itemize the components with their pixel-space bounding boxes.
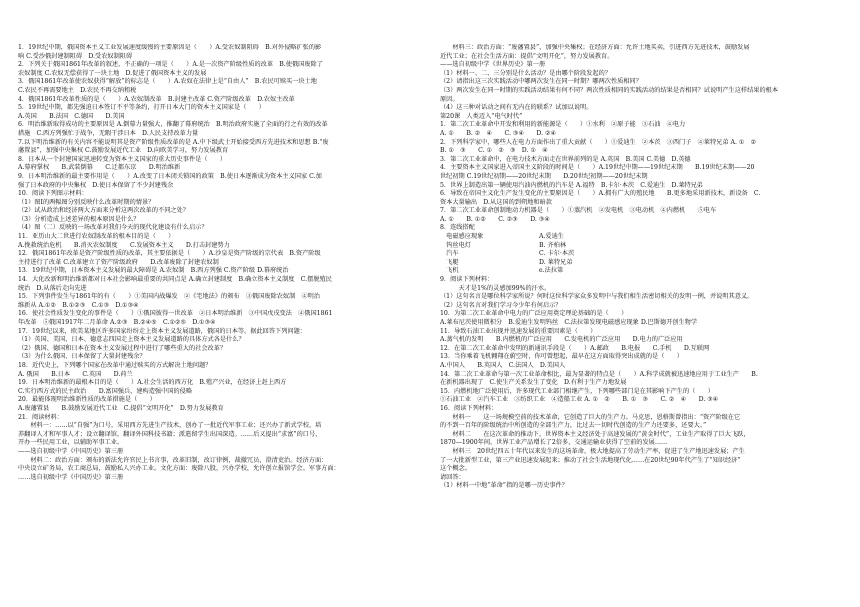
text-line: A.英国 B.法国 C.德国 D.美国 [18, 112, 125, 120]
text-line: A.幕府掌权 B.武装倒幕 C.迁都东京 D.明治维新 [18, 164, 181, 172]
text-line: 12．在第二次工业革命中发明的新通讯手段是（ ）A.邮政 B.电报 C.手机 D.互联网 [440, 344, 710, 352]
text-line: （1）材料一中地“革命”指的是哪一历史事件？ [440, 482, 568, 490]
text-line: 5．世界上制造出第一辆使用汽油内燃机的汽车是 A.福特 B.卡尔·本茨 C.爱迪生 D.莱特兄弟 [440, 181, 703, 189]
text-line: 7.以下明治维新的有关内容不能说明其是资产阶级性质改革的是 A.中下级武士开始接受西方先进技术和思想 B.“废 [18, 138, 329, 146]
text-line: 10．为第二次工业革命中电力的广泛应用奠定理论基础的是（ ） [440, 310, 628, 318]
text-line: 1．19世纪中期，俄国资本主义工业发展速度缓慢的主要原因是（ ）A.受农奴制阻碍 B.对外侵略扩张的影 [18, 44, 322, 51]
text-line: 在新机器出现了 C.使生产关系发生了变化 D.有利于生产力地发展 [440, 379, 627, 387]
text-line: 1．第二次工业革命中开发和利用的新能源是（ ）①水利 ②原子能 ③石油 ④电力 [440, 121, 686, 129]
text-line: C.实行西方式的民主政治 D.富国强兵，建构造强中国的侵略 [18, 387, 193, 395]
text-line: 飞机 e.法拉第 [440, 267, 564, 275]
text-line: 14．第二次工业革命与第一次工业革命相比，最为显著的特点是（ ）A.科学成就被迅速地应用于工业生产 B. [440, 370, 758, 378]
text-line: 资本大量输出 D.从这国的到朔地和暗款 [440, 198, 552, 206]
text-line: 16．阅读下列材料： [440, 404, 498, 412]
left-column [18, 44, 416, 604]
text-line: （1）这句名言是哪位科学家所说？何时这位科学家众多发明中与我们相生活密切相关的发明一例，并说明其意义。 [440, 293, 754, 301]
text-line: （1）材料一、二、三分别是什么活动？是由哪个阶段发起的？ [440, 69, 611, 77]
text-line: A. ① B. ② ④ C. ③④ D. ②④ [440, 129, 557, 137]
text-line: 年改革 ⑤俄国1917年二月革命 A.②③ B.②④⑤ C.①②⑤ D.①③④ [18, 319, 216, 326]
text-line: （4）图（二）反映的一场改革对我们今天的现代化建设有什么启示？ [18, 224, 208, 232]
text-line: 措施 C.西方列强忙于战争，无暇干涉日本 D.人民支持改革力量 [18, 129, 199, 137]
text-line: 9．日本明治维新的最主要作用是（ ）A.改变了日本闭关锁国的政策 B.使日本逐渐成为资本主义国家 C.加 [18, 172, 322, 180]
text-line: 世纪初期 C.19世纪初期——20世纪末期 D.20世纪初期——20世纪末期 [440, 172, 648, 180]
text-line: 主持进行了改革 C.改革建立了资产阶级政府 D.改革废除了封建农奴制 [18, 258, 219, 266]
text-line: （1）英国、美国、日本、德意志四国走上资本主义发展道路的具体方式各是什么？ [18, 336, 245, 344]
text-line: ……选自初级中学《中国历史》第三册 [18, 473, 124, 481]
text-line: 电磁感应现象 A.爱迪生 [440, 233, 564, 241]
text-line: ①石油工业 ②汽车工业 ③纺织工业 ④造船工业 A. ① ② B. ① ③ C. ② ④ D. ③④ [440, 396, 719, 404]
text-line: 13．19世纪中期，日本资本主义发展的最大障碍是 A.农奴制 B.西方列强 C.资产阶级 D.幕府统治 [18, 267, 289, 275]
text-line: 养翻译人才和军事人才；设立翻译馆，翻译外国科技书籍；派遣留学生出国深造。……后又提出“求富”的口号， [18, 430, 322, 438]
text-line: 14．大化改新和明治维新都对日本社会影响最重要的共同点是 A.确立封建制度 B.确立资本主义制度 C.摆脱殖民 [18, 276, 332, 284]
text-line: A. ① B. ①② C. ②③ D. ③④ [440, 215, 550, 223]
text-line: 强了日本政府的中央集权 D.使日本保留了不少封建残余 [18, 181, 174, 189]
text-line: 请回答： [440, 473, 465, 481]
text-line: 藩置县”，加强中央集权 C.鼓励发展近代工业 D.向欧美学习，努力发展教育 [18, 147, 229, 155]
text-line: 了一大批新型工业，第三产业迅速发展起来；推动了社会生活地现代化……在20世纪90年代产生了“知识经济” [440, 456, 741, 464]
text-line: ——选自初级中学《中国历史》第三册 [18, 447, 124, 455]
text-line: A.莱布尼茨使用微积分 B.爱迪生发明钨丝 C.法拉第发现电磁感应现象 D.巴斯德开创生物学 [440, 319, 698, 326]
text-line: 18．近代史上，下列哪个国家在改革中通过赎买的方式解决土地问题？ [18, 361, 212, 369]
text-line: 12．俄国1861年改革是资产阶级性质的改革，其主要依据是（ ）A.沙皇是资产阶级的宗代表 B.资产阶级 [18, 250, 321, 258]
text-line: A. 俄国 B.日本 C.英国 D.荷兰 [18, 370, 133, 378]
text-line: 这个概念。 [440, 465, 471, 473]
right-column [440, 44, 838, 604]
text-line: 统治 D.从落后走向先进 [18, 284, 87, 292]
text-line: 开办一些民用工业，以辅助军事工业。 [18, 439, 124, 447]
text-line: A.蒸气机的发明 B.内燃机的广泛应用 C.发电机的广泛应用 D.电力的广泛应用 [440, 336, 683, 344]
text-line: 材料三：政治方面：“废藩置县”，加强中央集权；在经济方面：允许土地买卖，引进西方先进技术，鼓励发展 [440, 44, 750, 51]
text-line: A.挽救统治危机 B.消灭农奴制度 C.发展资本主义 D.打击封建势力 [18, 241, 230, 249]
text-line: 8．日本从一个封建国家迅速转变为资本主义国家的重大历史事件是（ ） [18, 155, 227, 163]
text-line: C.农民不再需要地主 D.农民不再交纳租税 [18, 86, 137, 94]
text-line: 3．第二次工业革命中，在电力技术方面走在世界前列的是 A.英国 B.美国 C.美德 D.英德 [440, 155, 691, 163]
text-line: 材料二：政治方面：颁布的新法允许官民上书言事，改革旧制，改订律例，裁撤冗员，澄清吏治。经济方面： [18, 456, 328, 464]
text-line: 2．下列关于俄国1861年改革的叙述，不正确的一项是（ ）A.是一次资产阶级性质的改革 B.使俄国废除了 [18, 61, 323, 69]
text-line: 农奴制度 C.农奴无偿获得了一块土地 D.促进了俄国资本主义的发展 [18, 69, 207, 77]
text-line: 16．使社会性质发生变化的事件是（ ）①俄国彼得一世改革 ②日本明治维新 ③中国戊戌变法 ④俄国1861 [18, 310, 333, 318]
text-line: 4．主要资本主义国家进入帝国主义阶段的时间是（ ）A.19世纪中期——19世纪末期 B.19世纪末期——20 [440, 164, 755, 172]
text-line: 钨丝电灯 B. 齐柏林 [440, 241, 567, 249]
text-line: A.中国人 B.英国人 C.法国人 D.美国人 [440, 361, 566, 369]
text-line: 6．导致在帝国主义化生产发生变化的主要原因是（ ）A.拥有广大的殖民地 B.更多地采用新技术，新设备 C. [440, 190, 761, 198]
text-line: （2）请指出这三次实践活动中哪两次发生在同一时期？哪两次性质相同？ [440, 78, 642, 86]
text-line: 近代工业；在社会生活方面：提倡“文明开化”，努力发展教育。 [440, 52, 614, 60]
text-line: 天才是1%的灵感加99%的汗水。 [440, 284, 551, 292]
text-line: 21．阅读材料： [18, 413, 63, 421]
text-line: A.废藩置县 B.鼓励发展近代工业 C.提倡“文明开化” D.努力发展教育 [18, 404, 224, 412]
text-line: 材料二 在这次革命的推动下，世界资本主义经济处于高速发展的“黄金时代”，工业生产取得了巨大飞跃， [440, 430, 750, 438]
text-line: 6．明治维新取得成功的主要原因是 A.倒幕力量强大，推翻了幕府统治 B.明治政府实施了全面的行之有效的改革 [18, 121, 328, 129]
text-line: （3）为什么俄国、日本保留了大量封建残余？ [18, 353, 146, 361]
text-line: B. ① ③ C. ① ② ③ D. ① ④ [440, 147, 548, 155]
text-line: 飞艇 D. 莱特兄弟 [440, 258, 573, 266]
text-line: 13．当你乘着飞机翱翔在蔚空时，你可曾想起，最早在这方面取得突出成就的是（ ） [440, 353, 683, 361]
text-line: 5．19世纪中期，都先强迫日本签订不平等条约，打开日本大门的资本主义国家是（ ） [18, 104, 265, 112]
text-line: ——选自初级中学《世界历史》第一册 [440, 61, 546, 69]
text-line: 维新从 A.①② B.①②③ C.①③ D.①③④ [18, 301, 139, 309]
text-line: 材料一：……以“自强”为口号，采用西方先进生产技术，创办了一批近代军事工业；还兴办了新式学校，培 [18, 422, 322, 430]
text-line: 11．亚历山大二世进行农奴制改革的根本目的是（ ） [18, 233, 175, 241]
text-line: 汽车 C. 卡尔·本茨 [440, 250, 575, 258]
text-line: 20．最能体现明治维新性质的改革措施是（ ） [18, 396, 156, 404]
text-line: （2）这句名言对我们学习今少年有何启示？ [440, 301, 562, 309]
text-line: 响 C.受沙俄封建制阻碍 D.受农奴制阻碍 [18, 52, 133, 60]
text-line: 19．日本明治维新的最根本目的是（ ）A.社会生活的西方化 B.殖产兴业，在经济上赶上西方 [18, 379, 287, 387]
text-line: 15．下列事件发生与1861年的有（ ）①美国内战爆发 ②《宅地法》的颁布 ③俄国废除农奴制 ④明治 [18, 293, 321, 301]
text-line: 第20课 人类迈入“电气时代” [440, 112, 523, 120]
text-line: （4）这三种对话动之间有无内在的联系？试加以说明。 [440, 104, 593, 112]
text-line: （3）分析造成上述差异的根本原因是什么？ [18, 215, 140, 223]
text-line: 17．19世纪以来，欧美某地区许多国家纷纷走上资本主义发展道路，俄国的日本等。据此回答下列问题： [18, 327, 306, 335]
text-line: （3）两次发生在同一时期的实践活动结果有何不同？两次性质相同的实践活动的结果是否相同？试说明产生这样结果的根本 [440, 86, 779, 94]
text-line: 7．第二次工业革命创制地动力机器是（ ）①蒸汽机 ②发电机 ③电动机 ④内燃机 ⑤电车 [440, 207, 717, 215]
text-line: 3．俄国1861年改革使农奴获得“解放”的标志是（ ）A.农奴在法律上是“自由人” B.农民可赎买一块土地 [18, 78, 317, 86]
text-line: 15．内燃机地广泛使用后，许多现代工业部门相继产生，下列哪些部门是在其影响下产生的（ ） [440, 387, 714, 395]
text-line: 材料一 这一场规模空前的技术革命，它创造了巨大的生产力。马克思，恩格斯曾指出：“资产阶级在它 [440, 413, 741, 421]
text-line: 2．下列科学家中，哪些人在电力方面作出了重大贡献（ ）①爱迪生 ②本茨 ③西门子 ④莱特兄弟 A. ① ② [440, 138, 757, 146]
text-line: 材料三 20世纪四五十年代以来发生的这场革命，极大地提高了劳动生产率，促进了生产地迅速发展；产生 [440, 447, 745, 455]
text-line: 4．俄国1861年改革性质的是（ ）A.农奴制改革 B.封建主改革 C.资产阶级改革 D.农奴主改革 [18, 95, 295, 103]
text-line: 中央设立矿务局，农工商总局，鼓励私人兴办工业。文化方面：废除八股，兴办学校，允许创立报馆学会。军事方面： [18, 465, 340, 473]
text-line: 1870—1900年间，世界工业产品增长了2倍多，交通运输业获得了空前的发展…… [440, 439, 668, 447]
text-line: 9．阅读下列材料： [440, 276, 494, 284]
text-line: （2）试从政治和经济两大方面来分析这两次改革的不同之处？ [18, 207, 189, 215]
text-line: 10．阅读下列图示材料： [18, 190, 88, 198]
text-line: （1）图Ⅰ的两幅图分别反映什么改革时期的情景？ [18, 198, 155, 206]
text-line: 的不到一百年的阶级统治中所创造的全部生产力，比过去一切时代创造的生产力还要多，还要大。” [440, 422, 707, 430]
text-line: 11．导致石油工业出现并迅速发展的重要因素是（ ） [440, 327, 597, 335]
text-line: （2）俄国、德国和日本在资本主义发展过程中进行了哪些重大的社会改革？ [18, 344, 227, 352]
text-line: 8．连线搭配 [440, 224, 475, 232]
text-line: 原因。 [440, 95, 459, 103]
